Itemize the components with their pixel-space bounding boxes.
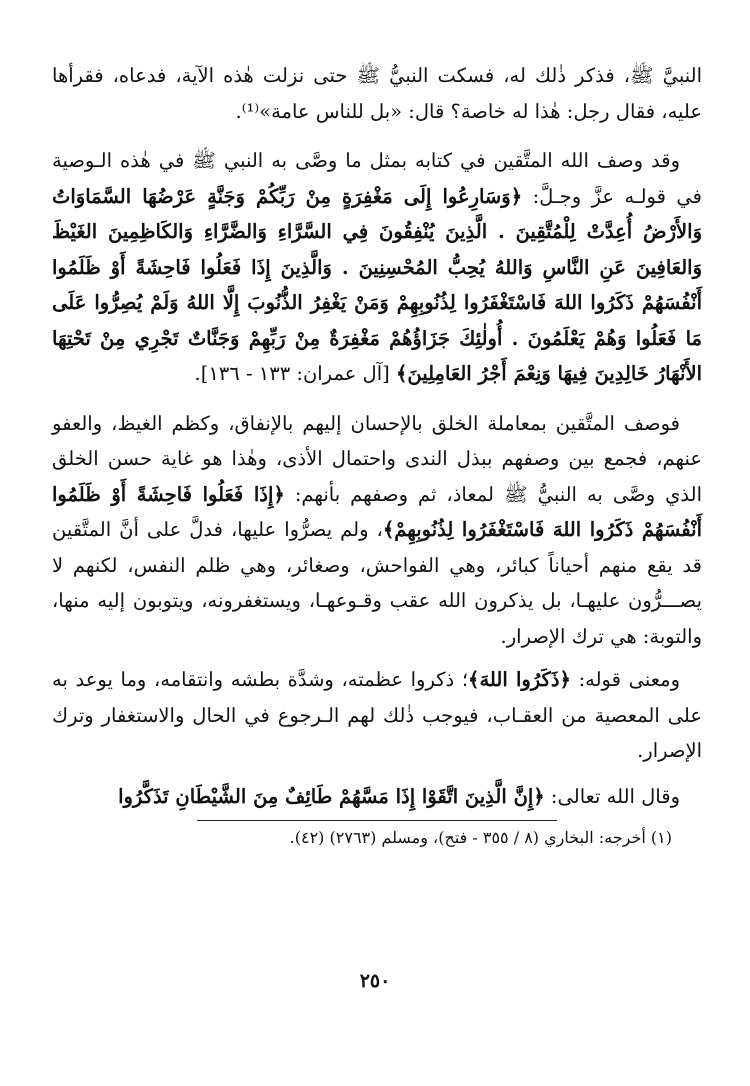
quran-verse-al-araf: ﴿إِنَّ الَّذِينَ اتَّقَوْا إِذَا مَسَّهُمْ طَائِفٌ مِنَ الشَّيْطَانِ تَذَكَّرُوا bbox=[118, 784, 545, 808]
paragraph1-text: النبيَّ ﷺ، فذكر ذٰلك له، فسكت النبيُّ ﷺ حتى نزلت هٰذه الآية، فدعاه، فقرأها عليه، فقال رجل: هٰذا له خاصة؟ قال: «بل للناس عامة»⁽¹⁾. bbox=[52, 64, 702, 123]
page-number: ٢٥٠ bbox=[359, 970, 391, 992]
paragraph4-intro: ومعنى قوله: bbox=[570, 668, 680, 691]
quran-verse-al-imran: ﴿وَسَارِعُوا إِلَى مَغْفِرَةٍ مِنْ رَبِّكُمْ وَجَنَّةٍ عَرْضُهَا السَّمَاوَاتُ وَالأَرْضُ أُعِدَّتْ لِلْمُتَّقِينَ . الَّذِينَ يُنْفِقُونَ فِي السَّرَّاءِ وَالضَّرَّاءِ وَالكَاظِمِينَ الغَيْظَ وَالعَافِينَ عَنِ النَّاسِ وَاللهُ يُحِبُّ المُحْسِنِينَ . وَالَّذِينَ إِذَا فَعَلُوا فَاحِشَةً أَوْ ظَلَمُوا أَنْفُسَهُمْ ذَكَرُوا اللهَ فَاسْتَغْفَرُوا لِذُنُوبِهِمْ وَمَنْ يَغْفِرُ الذُّنُوبَ إِلَّا اللهُ وَلَمْ يُصِرُّوا عَلَى مَا فَعَلُوا وَهُمْ يَعْلَمُونَ . أُولٰئِكَ جَزَاؤُهُمْ مَغْفِرَةٌ مِنْ رَبِّهِمْ وَجَنَّاتٌ تَجْرِي مِنْ تَحْتِهَا الأَنْهَارُ خَالِدِينَ فِيهَا وَنِعْمَ أَجْرُ العَامِلِينَ﴾ bbox=[52, 184, 702, 385]
paragraph2-intro: وقد وصف الله المتَّقين في كتابه بمثل ما وصَّى به النبي ﷺ في هٰذه الـوصية في قولـه عزَّ وجـلَّ: bbox=[52, 149, 702, 208]
footnote bbox=[52, 825, 702, 851]
quran-verse-short: ﴿ذَكَرُوا اللهَ﴾ bbox=[468, 668, 571, 691]
footnote-text: (١) أخرجه: البخاري (٨ / ٣٥٥ - فتح)، ومسلم (٢٧٦٣) (٤٢). bbox=[289, 828, 672, 847]
paragraph-quran-citation bbox=[52, 143, 702, 392]
paragraph3-intro: فوصف المتَّقين بمعاملة الخلق بالإحسان إليهم بالإنفاق، وكظم الغيظ، والعفو عنهم، فجمع بين وصفهم ببذل الندى واحتمال الأذى، وهٰذا هو غاية حسن الخلق الذي وصَّى به النبيُّ ﷺ لمعاذ، ثم وصفهم بأنهم: bbox=[52, 411, 702, 506]
verse-reference: [آل عمران: ١٣٣ - ١٣٦]. bbox=[194, 362, 396, 385]
paragraph-hadith-continuation bbox=[52, 58, 702, 129]
paragraph5-intro: وقال الله تعالى: bbox=[544, 784, 680, 808]
quran-verse-quote: ﴿إِذَا فَعَلُوا فَاحِشَةً أَوْ ظَلَمُوا أَنْفُسَهُمْ ذَكَرُوا اللهَ فَاسْتَغْفَرُوا لِذُنُوبِهِمْ﴾ bbox=[52, 482, 702, 541]
paragraph-commentary bbox=[52, 406, 702, 655]
paragraph3-rest: ، ولم يصرُّوا عليها، فدلَّ على أنَّ المتَّقين قد يقع منهم أحياناً كبائر، وهي الفواحش، وصغائر، وهي ظلم النفس، لكنهم لا يصـــرُّون عليهـا، بل يذكرون الله عقب وقـوعهـا، ويستغفرونه، ويتوبون إليه منها، والتوبة: هي ترك الإصرار. bbox=[52, 518, 702, 648]
paragraph-meaning bbox=[52, 662, 702, 769]
paragraph-next-verse bbox=[52, 779, 702, 815]
footnote-divider bbox=[197, 820, 557, 821]
paragraph4-rest: ؛ ذكروا عظمته، وشدَّة بطشه وانتقامه، وما يوعد به على المعصية من العقـاب، فيوجب ذٰلك لهم الـرجوع في الحال والاستغفار وترك الإصرار. bbox=[52, 668, 702, 762]
